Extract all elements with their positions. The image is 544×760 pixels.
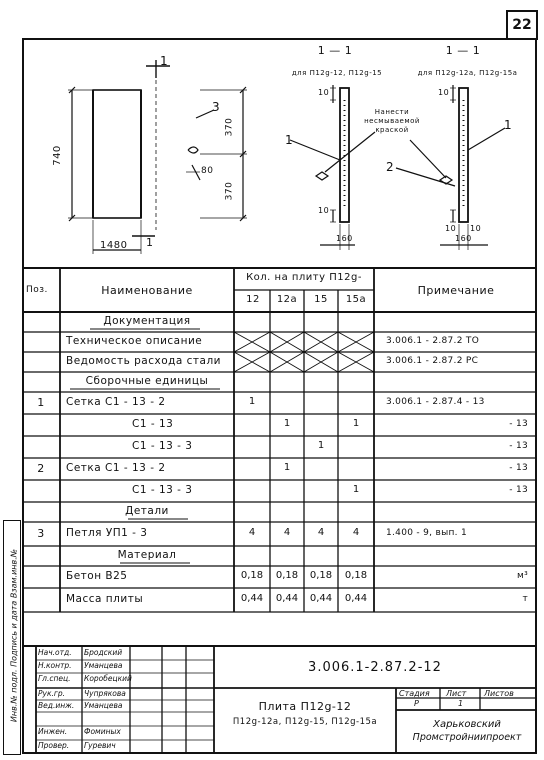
row-note: 3.006.1 - 2.87.4 - 13 [386, 397, 485, 407]
sheet-value: 1 [458, 699, 464, 708]
row-name: Сетка С1 - 13 - 2 [66, 396, 166, 408]
page-number: 22 [506, 10, 538, 40]
stage-value: Р [414, 699, 419, 708]
dim-1480: 1480 [100, 240, 128, 251]
callout-loop-3: 3 [212, 100, 221, 114]
signature-name: Коробецкий [84, 674, 132, 683]
signature-role: Вед.инж. [38, 701, 75, 710]
row-pos: 1 [37, 396, 45, 409]
section-right-dim-width: 160 [455, 234, 472, 243]
qty-cell: 1 [248, 396, 256, 407]
section-right-subtitle: для П12g-12а, П12g-15а [417, 69, 518, 77]
signature-role: Гл.спец. [38, 674, 71, 683]
section-right-dim-right: 10 [470, 224, 482, 233]
section-left-callout: 1 [285, 133, 294, 147]
section-heading: Сборочные единицы [85, 375, 209, 387]
qty-cell: 1 [283, 462, 291, 473]
row-name: Бетон В25 [66, 570, 128, 582]
side-stamp-text: Инв.№ подл. Подпись и дата Взам.инв.№ [9, 548, 19, 723]
section-right-dim-top: 10 [438, 88, 450, 97]
header-col-15a: 15а [345, 294, 367, 305]
plan-width-mark: 1 [146, 236, 154, 249]
header-qty: Кол. на плиту П12g- [246, 272, 362, 283]
signature-role: Нач.отд. [38, 648, 72, 657]
signature-name: Гуревич [84, 741, 116, 750]
row-name: С1 - 13 [132, 418, 174, 430]
row-note: т [522, 594, 528, 604]
section-left-subtitle: для П12g-12, П12g-15 [291, 69, 383, 77]
signature-role: Провер. [38, 741, 70, 750]
header-name: Наименование [101, 284, 193, 297]
row-note: - 13 [509, 419, 528, 429]
org-name-1: Харьковский [433, 719, 501, 730]
signature-name: Фоминых [84, 727, 121, 736]
row-name: Масса плиты [66, 593, 144, 605]
header-note: Примечание [417, 284, 495, 297]
row-name: Техническое описание [66, 335, 203, 347]
row-name: Сетка С1 - 13 - 2 [66, 462, 166, 474]
sheets-label: Листов [484, 689, 514, 698]
qty-cell: 4 [352, 527, 360, 538]
row-note: м³ [517, 571, 528, 581]
plan-section-mark: 1 [160, 54, 169, 68]
row-note: 3.006.1 - 2.87.2 РС [386, 356, 479, 366]
signature-role: Рук.гр. [38, 689, 65, 698]
section-left-dim-width: 160 [336, 234, 353, 243]
org-name-2: Промстройниипроект [412, 732, 522, 743]
row-note: 3.006.1 - 2.87.2 ТО [386, 336, 480, 346]
section-right-callout-2: 2 [386, 160, 395, 174]
dim-370-bottom: 370 [224, 181, 235, 201]
paint-note-line-3: краской [375, 126, 409, 134]
section-right-title: 1 — 1 [445, 44, 481, 57]
row-name: Петля УП1 - 3 [66, 527, 148, 539]
qty-cell: 1 [283, 418, 291, 429]
product-title-1: Плита П12g-12 [258, 700, 352, 713]
stage-label: Стадия [399, 689, 430, 698]
qty-cell: 0,18 [275, 570, 299, 581]
section-left-title: 1 — 1 [317, 44, 353, 57]
header-pos: Поз. [26, 285, 48, 295]
qty-cell: 0,44 [344, 593, 368, 604]
qty-cell: 0,44 [309, 593, 333, 604]
row-note: 1.400 - 9, вып. 1 [386, 528, 468, 538]
signature-name: Чупрякова [84, 689, 126, 698]
section-left-dim-top: 10 [318, 88, 330, 97]
row-pos: 2 [37, 462, 45, 475]
signature-name: Уманцева [84, 661, 123, 670]
dim-80: 80 [201, 166, 214, 176]
section-heading: Материал [117, 549, 177, 561]
qty-cell: 0,18 [309, 570, 333, 581]
row-note: - 13 [509, 485, 528, 495]
dim-740: 740 [51, 145, 63, 166]
sheet-label: Лист [446, 689, 467, 698]
row-note: - 13 [509, 441, 528, 451]
qty-cell: 0,18 [344, 570, 368, 581]
qty-cell: 4 [317, 527, 325, 538]
row-note: - 13 [509, 463, 528, 473]
row-pos: 3 [37, 527, 45, 540]
signature-role: Инжен. [38, 727, 68, 736]
header-col-12: 12 [246, 294, 260, 305]
row-name: С1 - 13 - 3 [132, 440, 193, 452]
qty-cell: 4 [248, 527, 256, 538]
header-col-15: 15 [314, 294, 328, 305]
dim-370-top: 370 [224, 117, 235, 137]
section-heading: Детали [125, 505, 169, 517]
row-name: С1 - 13 - 3 [132, 484, 193, 496]
section-left-dim-bottom: 10 [318, 206, 330, 215]
qty-cell: 1 [352, 418, 360, 429]
product-title-2: П12g-12а, П12g-15, П12g-15а [232, 717, 378, 727]
header-col-12a: 12а [276, 294, 298, 305]
paint-note-line-2: несмываемой [364, 117, 420, 125]
row-name: Ведомость расхода стали [66, 355, 222, 367]
section-right-dim-left: 10 [445, 224, 457, 233]
qty-cell: 0,44 [275, 593, 299, 604]
qty-cell: 1 [317, 440, 325, 451]
paint-note-line-1: Нанести [374, 108, 410, 116]
signature-name: Бродский [84, 648, 123, 657]
qty-cell: 0,44 [240, 593, 264, 604]
signature-role: Н.контр. [38, 661, 72, 670]
qty-cell: 1 [352, 484, 360, 495]
qty-cell: 0,18 [240, 570, 264, 581]
document-code: 3.006.1-2.87.2-12 [308, 660, 442, 675]
section-right-callout-1: 1 [504, 118, 513, 132]
signature-name: Уманцева [84, 701, 123, 710]
section-heading: Документация [103, 315, 191, 327]
qty-cell: 4 [283, 527, 291, 538]
